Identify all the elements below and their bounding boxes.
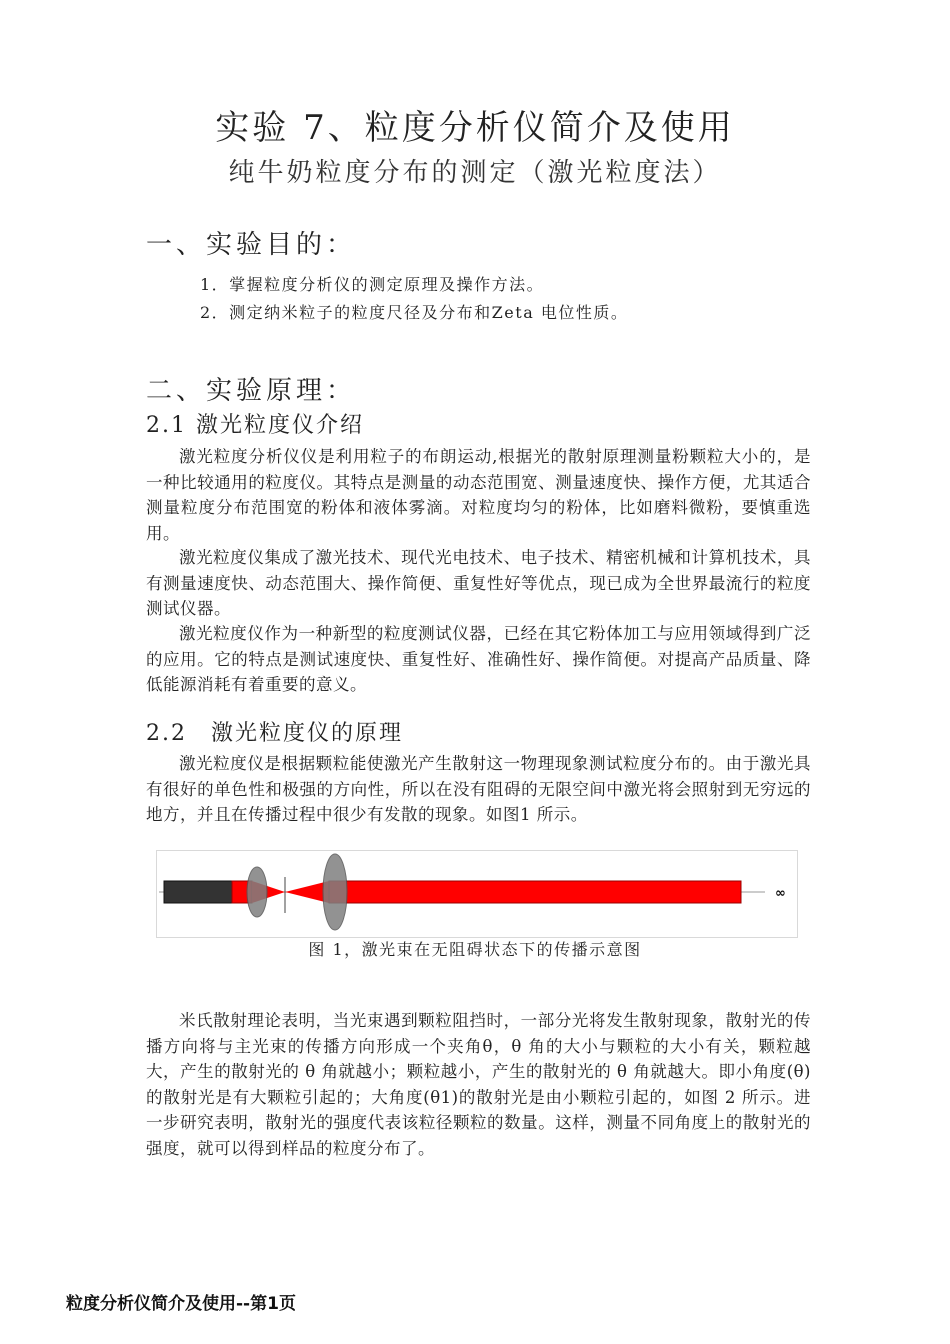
objective-item-2: 2．测定纳米粒子的粒度尺径及分布和Zeta 电位性质。 <box>200 303 629 322</box>
paragraph-2-1-b: 激光粒度仪集成了激光技术、现代光电技术、电子技术、精密机械和计算机技术，具有测量速度快、动态范围大、操作简便、重复性好等优点，现已成为全世界最流行的粒度测试仪器。 <box>146 548 811 618</box>
figure-caption: 图 1，激光束在无阻碍状态下的传播示意图 <box>308 940 642 959</box>
laser-beam-diagram <box>157 851 797 937</box>
laser-beam-main <box>329 881 741 903</box>
page-footer: 粒度分析仪简介及使用--第1页 <box>66 1294 296 1314</box>
objective-item-1: 1．掌握粒度分析仪的测定原理及操作方法。 <box>200 275 545 294</box>
laser-beam-diverging <box>285 881 329 903</box>
subsection-heading-2-1: 2.1 激光粒度仪介绍 <box>146 413 364 438</box>
section-heading-principle: 二、实验原理： <box>146 376 357 406</box>
subsection-heading-2-2: 2.2 激光粒度仪的原理 <box>146 721 403 746</box>
document-subtitle: 纯牛奶粒度分布的测定（激光粒度法） <box>228 158 722 188</box>
paragraph-2-1-a: 激光粒度分析仪仪是利用粒子的布朗运动,根据光的散射原理测量粉颗粒大小的，是一种比较通用的粒度仪。其特点是测量的动态范围宽、测量速度快、操作方便，尤其适合测量粒度分布范围宽的粉体和液体雾滴。对粒度均匀的粉体，比如磨料微粉，要慎重选用。 <box>146 447 811 543</box>
paragraph-2-2-b: 米氏散射理论表明，当光束遇到颗粒阻挡时，一部分光将发生散射现象，散射光的传播方向将与主光束的传播方向形成一个夹角θ，θ 角的大小与颗粒的大小有关，颗粒越大，产生的散射光的 θ 角就越小；颗粒越小，产生的散射光的 θ 角就越大。即小角度(θ)的散射光是有大颗粒引起的；大角度(θ1)的散射光是由小颗粒引起的，如图 2 所示。进一步研究表明，散射光的强度代表该粒径颗粒的数量。这样，测量不同角度上的散射光的强度，就可以得到样品的粒度分布了。 <box>146 1011 811 1158</box>
lens-large <box>323 854 347 930</box>
document-title: 实验 7、粒度分析仪简介及使用 <box>215 108 735 148</box>
section-heading-objectives: 一、实验目的： <box>146 230 357 260</box>
paragraph-2-1-c: 激光粒度仪作为一种新型的粒度测试仪器，已经在其它粉体加工与应用领域得到广泛的应用。它的特点是测试速度快、重复性好、准确性好、操作简便。对提高产品质量、降低能源消耗有着重要的意义。 <box>146 624 811 694</box>
laser-body <box>164 881 232 903</box>
infinity-label: ∞ <box>775 886 786 901</box>
paragraph-2-2-a: 激光粒度仪是根据颗粒能使激光产生散射这一物理现象测试粒度分布的。由于激光具有很好的单色性和极强的方向性，所以在没有阻碍的无限空间中激光将会照射到无穷远的地方，并且在传播过程中很少有发散的现象。如图1 所示。 <box>146 754 811 824</box>
figure-laser-beam <box>156 850 798 938</box>
lens-small <box>247 867 267 917</box>
